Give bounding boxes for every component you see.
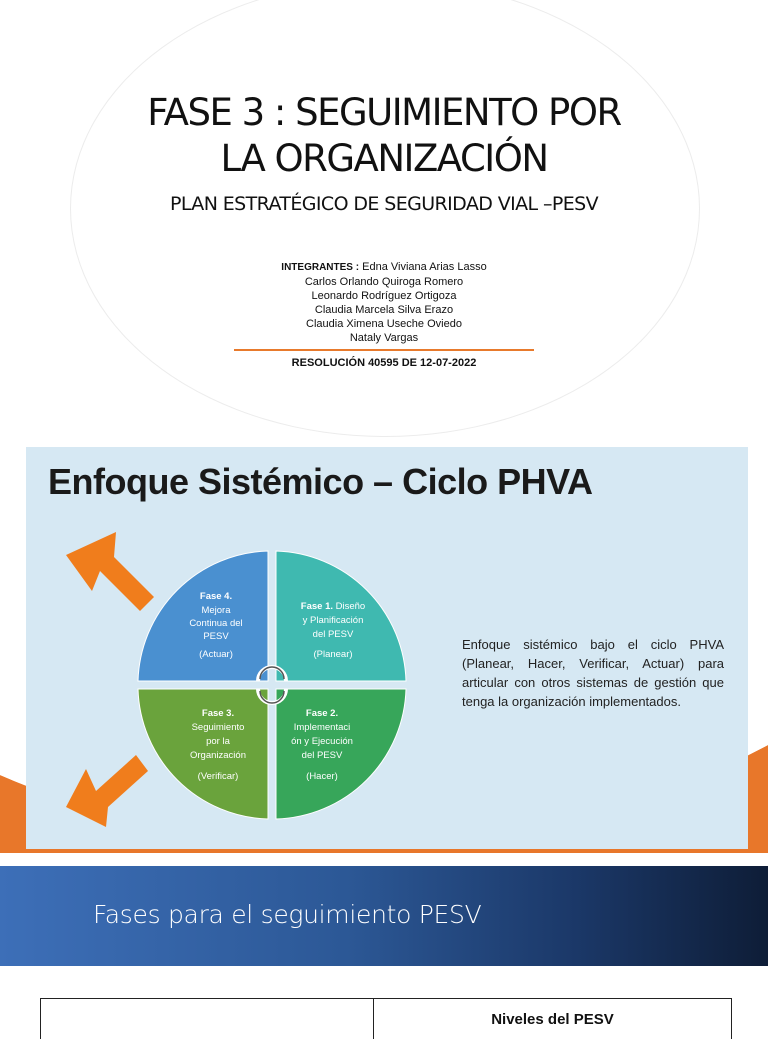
- section-header: [0, 866, 768, 966]
- quadrant-2-action: (Hacer): [306, 771, 338, 782]
- member-name: Claudia Marcela Silva Erazo: [314, 304, 454, 316]
- phva-cycle-diagram: [56, 517, 456, 847]
- background-circle: [70, 0, 700, 437]
- divider-line: [234, 349, 534, 351]
- slide-subtitle: PLAN ESTRATÉGICO DE SEGURIDAD VIAL –PESV: [170, 193, 598, 215]
- quadrant-4-line: Continua del: [189, 618, 243, 629]
- quadrant-4-action: (Actuar): [199, 649, 233, 660]
- quadrant-1-title: [301, 601, 365, 612]
- quadrant-3-line: Seguimiento: [191, 722, 245, 733]
- title-line-1: FASE 3 : SEGUIMIENTO POR: [147, 91, 621, 134]
- members-label: INTEGRANTES :: [281, 262, 360, 273]
- title-line-2: LA ORGANIZACIÓN: [220, 137, 548, 180]
- quadrant-2-line: ón y Ejecución: [291, 736, 353, 747]
- quadrant-3-action: (Verificar): [197, 771, 239, 782]
- quadrant-1-phase: Fase 1.: [300, 601, 333, 612]
- quadrant-3-line: Organización: [190, 750, 246, 761]
- member-name: Nataly Vargas: [349, 332, 419, 344]
- phva-slide: [0, 445, 768, 853]
- quadrant-2-line: del PESV: [301, 750, 343, 761]
- table-header-cell: Niveles del PESV: [491, 1011, 614, 1028]
- member-name: Leonardo Rodríguez Ortigoza: [311, 290, 457, 302]
- levels-table: [40, 998, 732, 1039]
- quadrant-4-phase: Fase 4.: [199, 591, 233, 602]
- members-first-line: [0, 260, 768, 275]
- resolution-text: RESOLUCIÓN 40595 DE 12-07-2022: [291, 357, 477, 369]
- title-slide: [0, 0, 768, 440]
- quadrant-1-line: del PESV: [312, 629, 354, 640]
- quadrant-4-line: PESV: [203, 631, 229, 642]
- section-title: Fases para el seguimiento PESV: [93, 900, 482, 929]
- member-name: Claudia Ximena Useche Oviedo: [306, 318, 462, 330]
- slide-title: [0, 90, 768, 182]
- quadrant-1-line: y Planificación: [302, 615, 364, 626]
- quadrant-1-action: (Planear): [313, 649, 353, 660]
- quadrant-2-line: Implementaci: [293, 722, 351, 733]
- member-name: Carlos Orlando Quiroga Romero: [304, 276, 464, 288]
- phva-description: Enfoque sistémico bajo el ciclo PHVA (Planear, Hacer, Verificar, Actuar) para articular con otros sistemas de gestión que tenga la organización implementados.: [462, 637, 724, 709]
- phva-panel: [26, 447, 748, 849]
- phva-title: Enfoque Sistémico – Ciclo PHVA: [48, 461, 593, 502]
- quadrant-3-line: por la: [206, 736, 230, 747]
- quadrant-4-line: Mejora: [201, 605, 231, 616]
- arrow-icon: [66, 755, 148, 827]
- quadrant-3-phase: Fase 3.: [201, 708, 235, 719]
- members-list: [0, 260, 768, 345]
- arrow-icon: [66, 532, 154, 611]
- member-name: Edna Viviana Arias Lasso: [362, 261, 487, 273]
- quadrant-1-line: Diseño: [335, 601, 366, 612]
- quadrant-2-phase: Fase 2.: [305, 708, 339, 719]
